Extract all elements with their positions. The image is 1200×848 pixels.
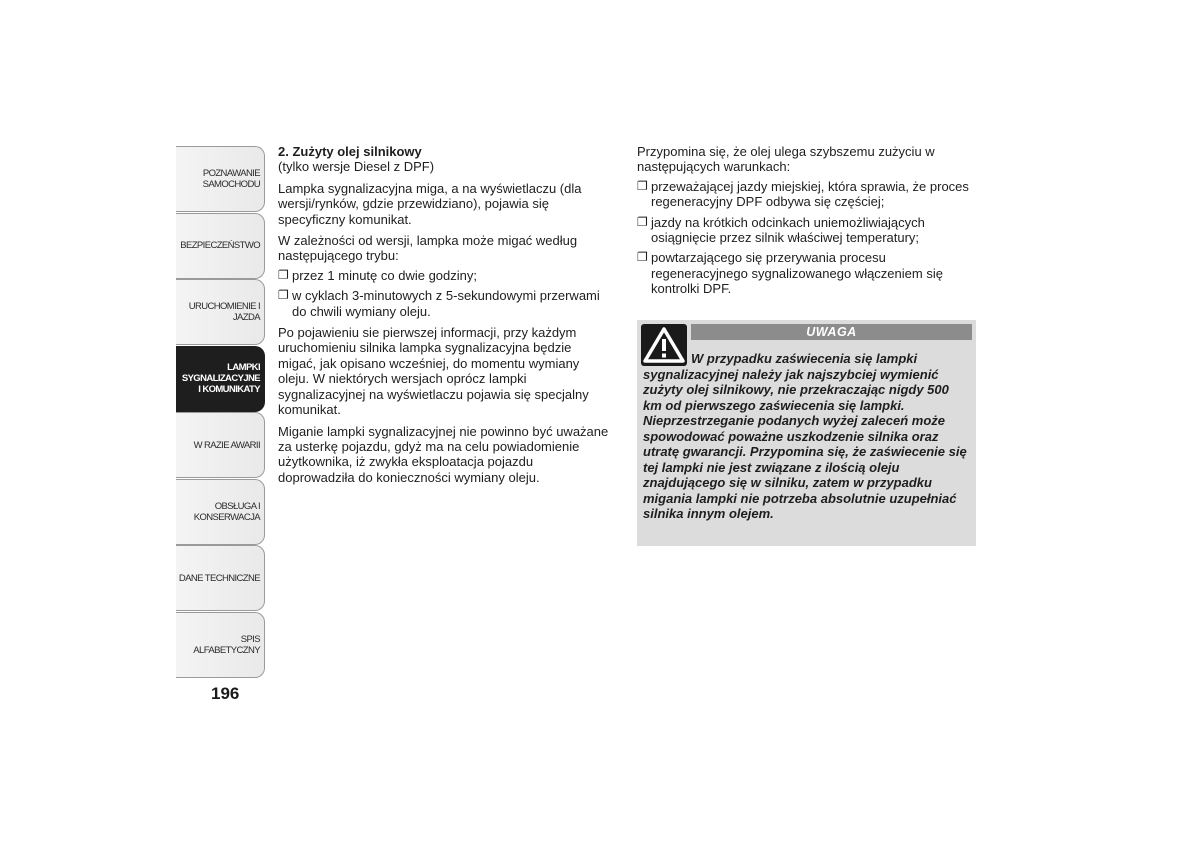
tab-spis-alfabetyczny[interactable]: SPIS ALFABETYCZNY (176, 612, 265, 678)
paragraph: Miganie lampki sygnalizacyjnej nie powinno być uważane za usterkę pojazdu, gdyż ma na celu powiadomienie użytkownika, iż zwykła eksploatacja pojazdu doprowadziła do konieczności wymiany oleju. (278, 423, 609, 485)
warning-box (637, 320, 976, 546)
section-subheading: (tylko wersje Diesel z DPF) (278, 159, 435, 175)
warning-title: UWAGA (691, 324, 972, 340)
list-item (637, 179, 975, 210)
tab-bezpieczenstwo[interactable]: BEZPIECZEŃSTWO (176, 213, 265, 279)
page-number: 196 (211, 684, 240, 703)
tab-w-razie-awarii[interactable]: W RAZIE AWARII (176, 412, 265, 478)
list-item-text: w cyklach 3-minutowych z 5-sekundowymi przerwami do chwili wymiany oleju. (292, 288, 600, 319)
list-item-text: powtarzającego się przerywania procesu regeneracyjnego sygnalizowanego włączeniem się kontrolki DPF. (651, 250, 943, 297)
warning-text: W przypadku zaświecenia się lampki sygnalizacyjnej należy jak najszybciej wymienić zużyty olej silnikowy, nie przekraczając nigdy 500 km od pierwszego zaświecenia się lampki. Nieprzestrzeganie podanych wyżej zaleceń może spowodować poważne uszkodzenie silnika oraz utratę gwarancji. Przypomina się, że zaświecenie się tej lampki nie jest związane z ilością oleju znajdującego się w silniku, zatem w przypadku migania lampki nie potrzeba absolutnie uzupełniać silnika innym olejem. (643, 351, 967, 521)
checkbox-bullet-icon: ❐ (637, 178, 648, 193)
checkbox-bullet-icon: ❐ (637, 214, 648, 229)
tab-obsluga-i-konserwacja[interactable]: OBSŁUGA I KONSERWACJA (176, 479, 265, 545)
list-item (278, 268, 613, 283)
list-item (278, 288, 613, 319)
tab-dane-techniczne[interactable]: DANE TECHNICZNE (176, 545, 265, 611)
tab-lampki-sygnalizacyjne[interactable]: LAMPKI SYGNALIZACYJNE I KOMUNIKATY (176, 346, 265, 412)
paragraph: Lampka sygnalizacyjna miga, a na wyświetlaczu (dla wersji/rynków, gdzie przewidziano), pojawia się specyficzny komunikat. (278, 180, 582, 227)
chapter-tabs (176, 146, 265, 678)
list-item (637, 250, 975, 296)
paragraph: W zależności od wersji, lampka może migać według następującego trybu: (278, 233, 578, 264)
list-item (637, 215, 975, 246)
tab-poznawanie-samochodu[interactable]: POZNAWANIE SAMOCHODU (176, 146, 265, 212)
right-column (637, 144, 975, 302)
paragraph: Po pojawieniu sie pierwszej informacji, przy każdym uruchomieniu silnika lampka sygnalizacyjna będzie migać, jak opisano wcześniej, do momentu wymiany oleju. W niektórych wersjach oprócz lampki sygnalizacyjnej na wyświetlaczu pojawia się specjalny komunikat. (278, 325, 589, 418)
list-item-text: jazdy na krótkich odcinkach uniemożliwiających osiągnięcie przez silnik właściwej temperatury; (651, 214, 925, 246)
section-heading: 2. Zużyty olej silnikowy (278, 144, 422, 159)
list-item-text: przez 1 minutę co dwie godziny; (292, 267, 477, 283)
warning-triangle-icon (641, 324, 687, 366)
left-column (278, 144, 613, 491)
section-heading-block (278, 144, 613, 175)
list-item-text: przeważającej jazdy miejskiej, która sprawia, że proces regeneracyjny DPF odbywa się częściej; (651, 178, 969, 210)
checkbox-bullet-icon: ❐ (278, 288, 289, 303)
checkbox-bullet-icon: ❐ (278, 267, 289, 282)
tab-uruchomienie-i-jazda[interactable]: URUCHOMIENIE I JAZDA (176, 279, 265, 345)
paragraph: Przypomina się, że olej ulega szybszemu zużyciu w następujących warunkach: (637, 144, 935, 175)
checkbox-bullet-icon: ❐ (637, 250, 648, 265)
